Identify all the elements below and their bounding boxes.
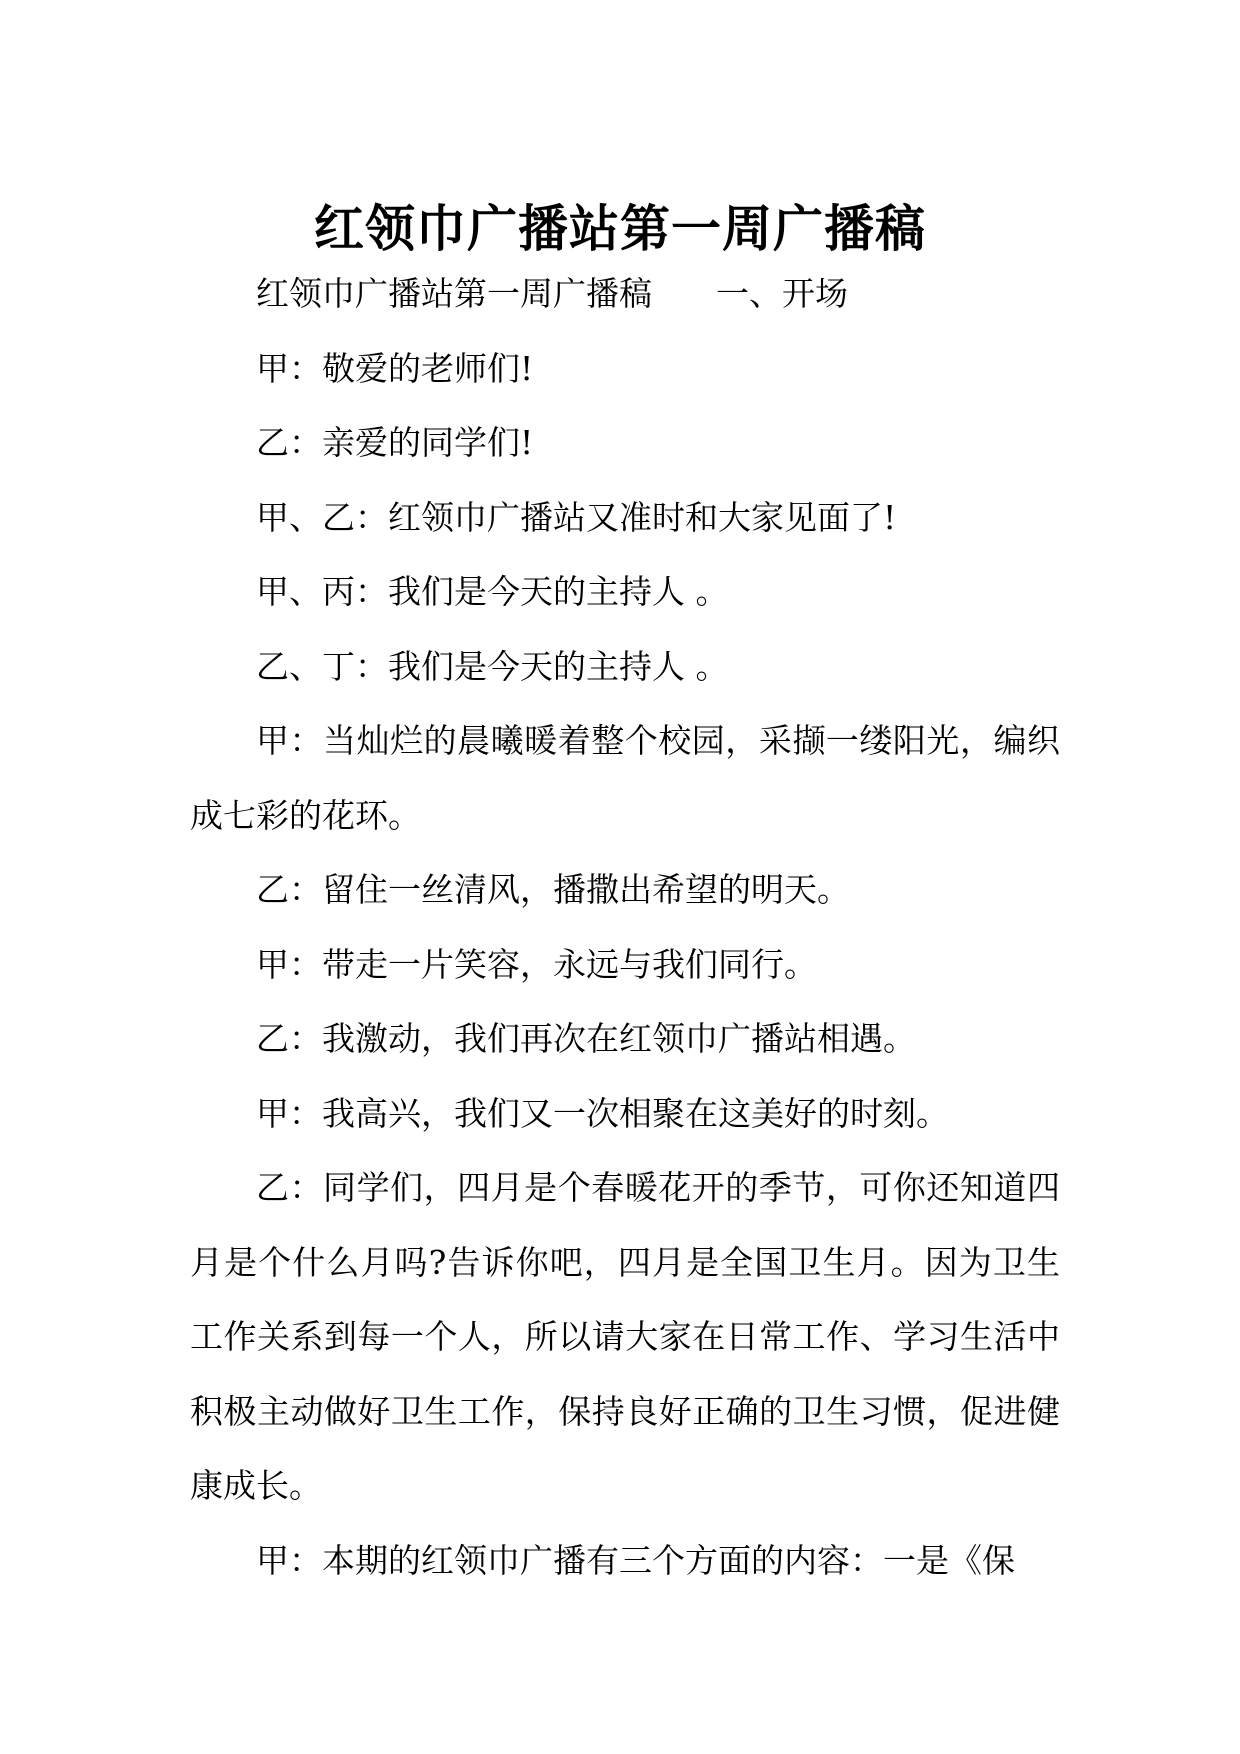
subtitle-line: [190, 257, 1060, 332]
paragraph-3: 甲、乙：红领巾广播站又准时和大家见面了!: [256, 497, 897, 537]
paragraph-4: 甲、丙：我们是今天的主持人 。: [256, 572, 729, 611]
paragraph-10: 甲：我高兴，我们又一次相聚在这美好的时刻。: [256, 1093, 949, 1133]
paragraph-8: 甲：带走一片笑容，永远与我们同行。: [256, 944, 817, 984]
paragraph-12: 甲：本期的红领巾广播有三个方面的内容：一是《保: [256, 1540, 1015, 1580]
paragraph-7: 乙：留住一丝清风，播撒出希望的明天。: [256, 870, 850, 909]
paragraph-2: 乙：亲爱的同学们!: [256, 423, 534, 462]
paragraph-6: 甲：当灿烂的晨曦暖着整个校园，采撷一缕阳光，编织成七彩的花环。: [190, 721, 1060, 835]
paragraph-5: 乙、丁：我们是今天的主持人 。: [256, 646, 729, 686]
paragraph-1: 甲：敬爱的老师们!: [256, 348, 534, 388]
paragraph-9: 乙：我激动，我们再次在红领巾广播站相遇。: [256, 1019, 916, 1058]
paragraph-11: 乙：同学们，四月是个春暖花开的季节，可你还知道四月是个什么月吗?告诉你吧，四月是全国卫生月。因为卫生工作关系到每一个人，所以请大家在日常工作、学习生活中积极主动做好卫生工作，保持良好正确的卫生习惯，促进健康成长。: [190, 1168, 1060, 1505]
subtitle-title: 红领巾广播站第一周广播稿: [256, 274, 652, 313]
document-title: 红领巾广播站第一周广播稿: [314, 198, 926, 258]
section-heading: 一、开场: [716, 274, 848, 313]
document-body: [190, 257, 1060, 1598]
